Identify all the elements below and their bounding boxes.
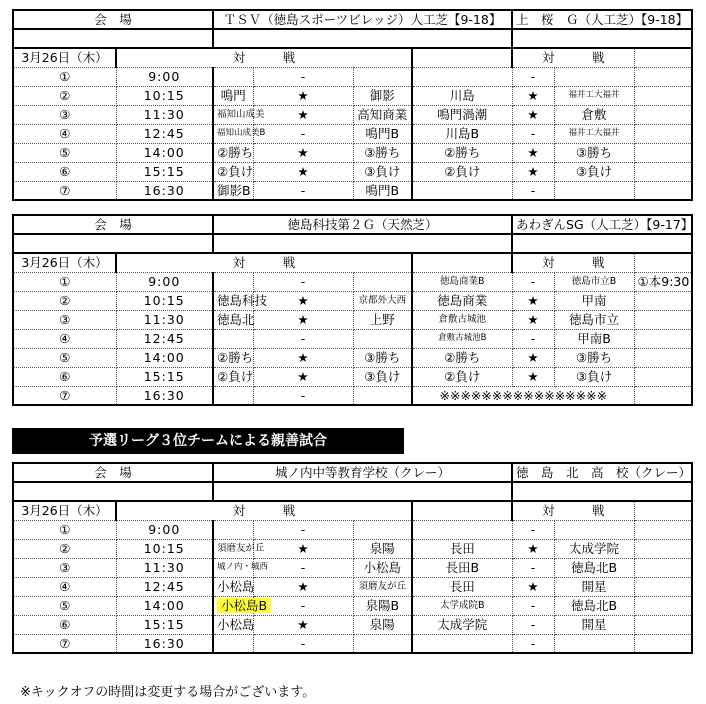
- venue-name-left: ＴＳＶ（徳島スポーツビレッジ）人工芝【9-18】: [213, 10, 512, 29]
- slot-number: ⑦: [13, 181, 116, 200]
- match-marker: -: [253, 181, 353, 200]
- home-team: 長田: [412, 539, 512, 558]
- away-team: 泉陽: [353, 539, 412, 558]
- kickoff-time: 15:15: [116, 162, 213, 181]
- empty-cell: [634, 143, 692, 162]
- match-marker: -: [512, 634, 554, 653]
- section-title: 予選リーグ３位チームによる親善試合: [12, 428, 404, 454]
- match-marker: -: [512, 272, 554, 291]
- slot-number: ④: [13, 577, 116, 596]
- away-team: ③勝ち: [554, 143, 634, 162]
- venue-label: 会 場: [13, 463, 213, 482]
- match-row: [13, 348, 692, 367]
- match-row: [13, 539, 692, 558]
- away-team: [353, 520, 412, 539]
- slot-number: ④: [13, 329, 116, 348]
- match-marker: ★: [512, 539, 554, 558]
- away-team: 鳴門B: [353, 181, 412, 200]
- venue-name-left: 城ノ内中等教育学校（クレー）: [213, 463, 512, 482]
- kickoff-time: 11:30: [116, 310, 213, 329]
- home-team: [213, 386, 253, 405]
- match-marker: ★: [253, 615, 353, 634]
- kickoff-time: 16:30: [116, 386, 213, 405]
- empty-cell: [634, 367, 692, 386]
- slot-number: ⑦: [13, 386, 116, 405]
- match-marker: -: [253, 329, 353, 348]
- match-marker: -: [512, 329, 554, 348]
- schedule-table-block1: [12, 9, 693, 201]
- away-team: 御影: [353, 86, 412, 105]
- match-marker: ★: [253, 348, 353, 367]
- date-label: 3月26日（木）: [13, 48, 116, 67]
- kickoff-time: 9:00: [116, 272, 213, 291]
- empty-cell: [634, 558, 692, 577]
- kickoff-time: 15:15: [116, 367, 213, 386]
- empty-cell: [634, 539, 692, 558]
- home-team: 城ノ内・城西: [213, 558, 253, 577]
- match-row: [13, 577, 692, 596]
- match-label: 対 戦: [116, 253, 412, 272]
- empty-cell: [634, 520, 692, 539]
- away-team: [554, 520, 634, 539]
- home-team: 福知山成美B: [213, 124, 253, 143]
- empty-cell: [634, 291, 692, 310]
- slot-number: ②: [13, 291, 116, 310]
- empty-cell: [634, 67, 692, 86]
- match-row: [13, 596, 692, 615]
- home-team: [213, 634, 253, 653]
- home-team: [213, 67, 253, 86]
- match-row: [13, 105, 692, 124]
- home-team: 徳島北: [213, 310, 253, 329]
- match-marker: -: [253, 634, 353, 653]
- home-team: [213, 520, 253, 539]
- empty-cell: [634, 124, 692, 143]
- away-team: ③負け: [353, 367, 412, 386]
- empty-cell: [634, 615, 692, 634]
- match-label: 対 戦: [512, 48, 634, 67]
- match-marker: ★: [512, 367, 554, 386]
- match-marker: -: [253, 67, 353, 86]
- away-team: 京都外大西: [353, 291, 412, 310]
- home-team: 須磨友が丘: [213, 539, 253, 558]
- match-marker: ★: [253, 367, 353, 386]
- empty-cell: [634, 162, 692, 181]
- match-marker: -: [512, 181, 554, 200]
- match-label: 対 戦: [512, 501, 634, 520]
- slot-number: ⑥: [13, 615, 116, 634]
- away-team: ③勝ち: [353, 143, 412, 162]
- slot-number: ③: [13, 105, 116, 124]
- match-marker: -: [253, 520, 353, 539]
- away-team: 倉敷: [554, 105, 634, 124]
- away-team: 徳島市立: [554, 310, 634, 329]
- home-team: 福知山成美: [213, 105, 253, 124]
- away-team: 徳島北B: [554, 558, 634, 577]
- home-team: [412, 520, 512, 539]
- match-marker: -: [512, 596, 554, 615]
- match-marker: ★: [253, 577, 353, 596]
- kickoff-time: 14:00: [116, 596, 213, 615]
- home-team: ②負け: [213, 162, 253, 181]
- match-row: [13, 162, 692, 181]
- away-team: ③負け: [353, 162, 412, 181]
- match-marker: ★: [512, 577, 554, 596]
- empty-cell: [634, 105, 692, 124]
- away-team: ③勝ち: [554, 348, 634, 367]
- away-team: 開星: [554, 577, 634, 596]
- match-marker: ★: [253, 105, 353, 124]
- home-team: 長田B: [412, 558, 512, 577]
- home-team: 徳島科技: [213, 291, 253, 310]
- match-row: [13, 386, 692, 405]
- away-team: 小松島: [353, 558, 412, 577]
- kickoff-time: 14:00: [116, 348, 213, 367]
- empty-cell: [634, 181, 692, 200]
- empty-cell: [634, 86, 692, 105]
- away-team: 泉陽: [353, 615, 412, 634]
- match-row: [13, 124, 692, 143]
- home-team: 小松島: [213, 577, 253, 596]
- empty-cell: [634, 329, 692, 348]
- match-row: [13, 367, 692, 386]
- venue-name-right: あわぎんSG（人工芝）【9-17】: [512, 215, 692, 234]
- kickoff-time: 15:15: [116, 615, 213, 634]
- home-team: 川島B: [412, 124, 512, 143]
- match-label: 対 戦: [512, 253, 634, 272]
- match-row: [13, 86, 692, 105]
- home-team: 鳴門: [213, 86, 253, 105]
- match-marker: -: [512, 124, 554, 143]
- away-team: 高知商業: [353, 105, 412, 124]
- away-team: 甲南B: [554, 329, 634, 348]
- match-marker: ★: [253, 310, 353, 329]
- away-team: 福井工大福井: [554, 86, 634, 105]
- away-team: ③勝ち: [353, 348, 412, 367]
- match-row: [13, 615, 692, 634]
- away-team: 上野: [353, 310, 412, 329]
- away-team: [353, 386, 412, 405]
- home-team: ②負け: [213, 367, 253, 386]
- match-marker: -: [512, 520, 554, 539]
- slot-number: ③: [13, 558, 116, 577]
- schedule-table-block2: [12, 214, 693, 406]
- match-row: [13, 329, 692, 348]
- away-team: 甲南: [554, 291, 634, 310]
- match-row: [13, 181, 692, 200]
- away-team: 徳島市立B: [554, 272, 634, 291]
- match-marker: -: [512, 67, 554, 86]
- home-team: 倉敷古城池: [412, 310, 512, 329]
- match-row: [13, 310, 692, 329]
- match-row: [13, 634, 692, 653]
- match-row: [13, 143, 692, 162]
- home-team: [213, 329, 253, 348]
- match-marker: ★: [253, 539, 353, 558]
- match-marker: ★: [512, 162, 554, 181]
- away-team: 鳴門B: [353, 124, 412, 143]
- match-label: 対 戦: [116, 48, 412, 67]
- away-team: [554, 181, 634, 200]
- venue-label: 会 場: [13, 10, 213, 29]
- away-team: [353, 329, 412, 348]
- match-row: [13, 291, 692, 310]
- match-marker: ★: [512, 105, 554, 124]
- home-team: ②負け: [412, 162, 512, 181]
- away-team: 福井工大福井: [554, 124, 634, 143]
- match-marker: ★: [512, 86, 554, 105]
- slot-number: ⑥: [13, 162, 116, 181]
- kickoff-time: 10:15: [116, 291, 213, 310]
- match-row: [13, 558, 692, 577]
- match-row: [13, 520, 692, 539]
- match-marker: ★: [253, 162, 353, 181]
- slot-number: ⑥: [13, 367, 116, 386]
- match-marker: -: [512, 558, 554, 577]
- match-marker: -: [253, 386, 353, 405]
- placeholder-marks: ※※※※※※※※※※※※※※※※: [412, 386, 634, 405]
- empty-cell: [634, 577, 692, 596]
- match-marker: -: [512, 615, 554, 634]
- away-team: [353, 634, 412, 653]
- slot-number: ②: [13, 539, 116, 558]
- slot-number: ⑤: [13, 596, 116, 615]
- home-team: 川島: [412, 86, 512, 105]
- empty-cell: [634, 310, 692, 329]
- venue-name-right: 上 桜 Ｇ（人工芝）【9-18】: [512, 10, 692, 29]
- kickoff-time: 12:45: [116, 329, 213, 348]
- venue-label: 会 場: [13, 215, 213, 234]
- home-team: 長田: [412, 577, 512, 596]
- match-marker: -: [253, 558, 353, 577]
- home-team: 太成学院: [412, 615, 512, 634]
- kickoff-time: 9:00: [116, 67, 213, 86]
- home-team: [412, 181, 512, 200]
- slot-number: ①: [13, 272, 116, 291]
- empty-cell: [634, 634, 692, 653]
- home-team: 御影B: [213, 181, 253, 200]
- home-team: ②勝ち: [213, 143, 253, 162]
- slot-number: ④: [13, 124, 116, 143]
- slot-number: ⑤: [13, 143, 116, 162]
- home-team: ②勝ち: [213, 348, 253, 367]
- slot-number: ①: [13, 520, 116, 539]
- kickoff-time: 12:45: [116, 577, 213, 596]
- match-marker: ★: [512, 291, 554, 310]
- match-label: 対 戦: [116, 501, 412, 520]
- kickoff-time: 16:30: [116, 634, 213, 653]
- empty-cell: [634, 386, 692, 405]
- kickoff-time: 10:15: [116, 539, 213, 558]
- highlighted-team: 小松島B: [217, 598, 271, 613]
- venue-name-right: 徳 島 北 高 校（クレー）: [512, 463, 692, 482]
- home-team: 徳島商業: [412, 291, 512, 310]
- away-team: [554, 67, 634, 86]
- home-team: 倉敷古城池B: [412, 329, 512, 348]
- home-team: 太学成院B: [412, 596, 512, 615]
- date-label: 3月26日（木）: [13, 253, 116, 272]
- slot-number: ①: [13, 67, 116, 86]
- kickoff-time: 11:30: [116, 105, 213, 124]
- match-row: [13, 272, 692, 291]
- away-team: [353, 67, 412, 86]
- slot-number: ②: [13, 86, 116, 105]
- match-marker: ★: [253, 291, 353, 310]
- slot-number: ③: [13, 310, 116, 329]
- venue-name-left: 徳島科技第２Ｇ（天然芝）: [213, 215, 512, 234]
- home-team: 徳島商業B: [412, 272, 512, 291]
- kickoff-time: 12:45: [116, 124, 213, 143]
- kickoff-time: 10:15: [116, 86, 213, 105]
- away-team: 泉陽B: [353, 596, 412, 615]
- home-team: [412, 67, 512, 86]
- kickoff-time: 14:00: [116, 143, 213, 162]
- away-team: 須磨友が丘: [353, 577, 412, 596]
- schedule-table-block3: [12, 462, 693, 654]
- match-marker: -: [253, 596, 353, 615]
- home-team: [213, 272, 253, 291]
- home-team: [412, 634, 512, 653]
- away-team: [554, 634, 634, 653]
- empty-cell: [634, 348, 692, 367]
- home-team: ②勝ち: [412, 143, 512, 162]
- kickoff-time: 16:30: [116, 181, 213, 200]
- footnote: ※キックオフの時間は変更する場合がございます。: [20, 685, 316, 700]
- away-team: 開星: [554, 615, 634, 634]
- match-row: [13, 67, 692, 86]
- match-marker: -: [253, 124, 353, 143]
- home-team: 鳴門渦潮: [412, 105, 512, 124]
- empty-cell: [634, 596, 692, 615]
- slot-number: ⑤: [13, 348, 116, 367]
- kickoff-note: ①本9:30: [634, 272, 692, 291]
- away-team: ③負け: [554, 162, 634, 181]
- match-marker: -: [253, 272, 353, 291]
- home-team: ②負け: [412, 367, 512, 386]
- slot-number: ⑦: [13, 634, 116, 653]
- match-marker: ★: [253, 143, 353, 162]
- match-marker: ★: [253, 86, 353, 105]
- home-team: [213, 596, 268, 615]
- date-label: 3月26日（木）: [13, 501, 116, 520]
- away-team: [353, 272, 412, 291]
- match-marker: ★: [512, 310, 554, 329]
- home-team: ②勝ち: [412, 348, 512, 367]
- away-team: ③負け: [554, 367, 634, 386]
- match-marker: ★: [512, 143, 554, 162]
- kickoff-time: 11:30: [116, 558, 213, 577]
- away-team: 徳島北B: [554, 596, 634, 615]
- match-marker: ★: [512, 348, 554, 367]
- kickoff-time: 9:00: [116, 520, 213, 539]
- away-team: 太成学院: [554, 539, 634, 558]
- home-team: 小松島: [213, 615, 253, 634]
